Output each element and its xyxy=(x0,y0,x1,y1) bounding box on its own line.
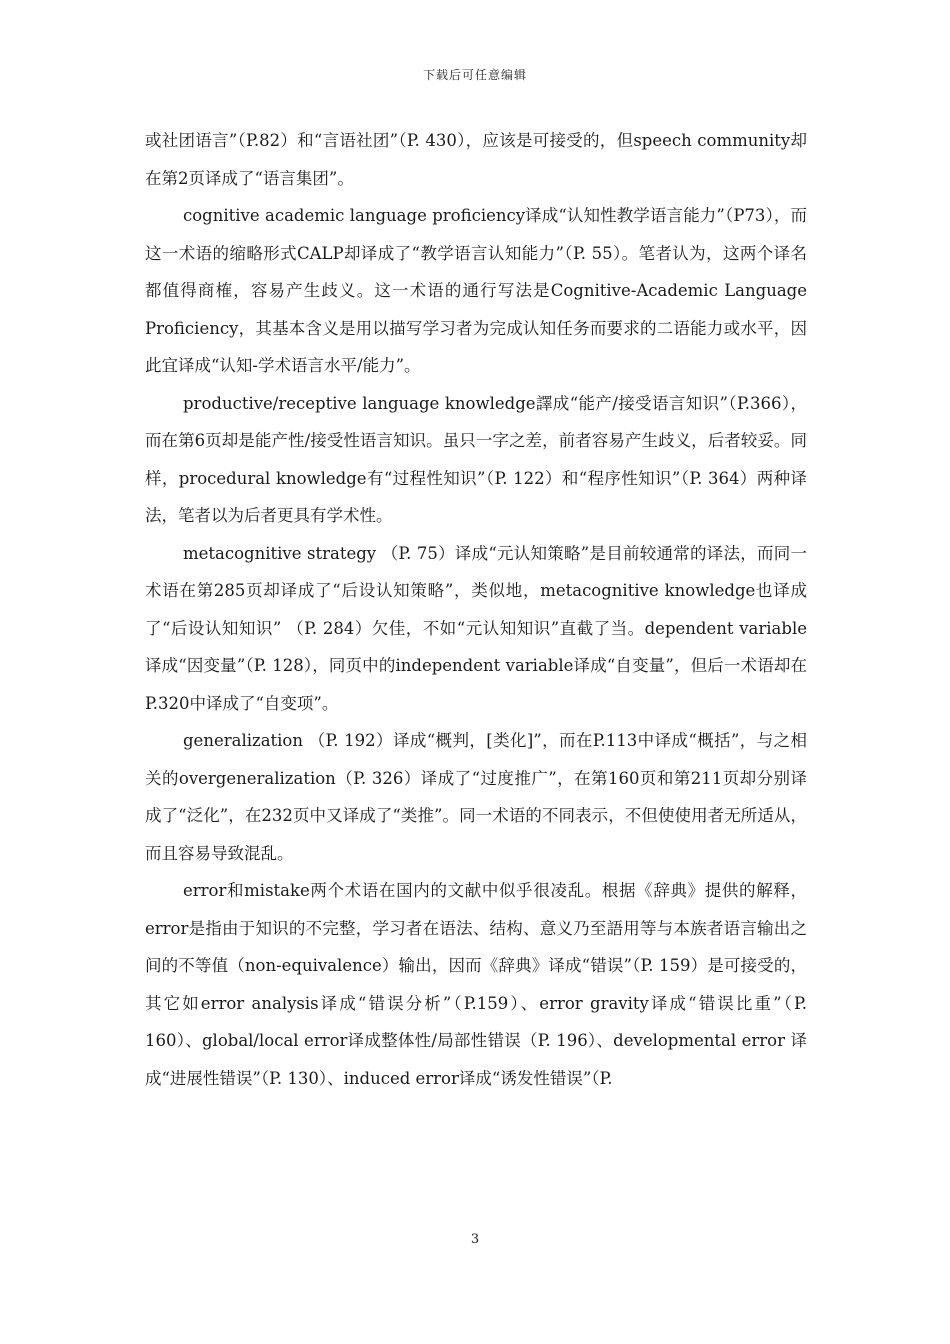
paragraph: cognitive academic language proficiency译成“认知性教学语言能力”（P73），而这一术语的缩略形式CALP却译成了“教学语言认知能力”（P. 55）。笔者认为，这两个译名都值得商榷，容易产生歧义。这一术语的通行写法是Cognitive-Academic Language Proficiency，其基本含义是用以描写学习者为完成认知任务而要求的二语能力或水平，因此宜译成“认知-学术语言水平/能力”。 xyxy=(145,206,807,375)
paragraph: 或社团语言”（P.82）和“言语社团”（P. 430），应该是可接受的，但speech community却在第2页译成了“语言集团”。 xyxy=(145,131,807,188)
page-number: 3 xyxy=(470,1232,480,1247)
paragraph: productive/receptive language knowledge譯成“能产/接受语言知识”（P.366），而在第6页却是能产性/接受性语言知识。虽只一字之差，前者容易产生歧义，后者较妥。同样，procedural knowledge有“过程性知识”（P. 122）和“程序性知识”（P. 364）两种译法，笔者以为后者更具有学术性。 xyxy=(145,393,807,525)
page-header: 下载后可任意编辑 xyxy=(422,68,527,82)
document-body xyxy=(145,122,807,1097)
paragraph: error和mistake两个术语在国内的文献中似乎很凌乱。根据《辞典》提供的解释，error是指由于知识的不完整，学习者在语法、结构、意义乃至語用等与本族者语言输出之间的不等值（non-equivalence）输出，因而《辞典》译成“错误”（P. 159）是可接受的，其它如error analysis译成“错误分析”（P.159）、error gravity译成“错误比重”（P. 160）、global/local error译成整体性/局部性错误（P. 196）、developmental error 译成“进展性错误”（P. 130）、induced error译成“诱发性错误”（P. xyxy=(145,881,807,1088)
paragraph: generalization （P. 192）译成“概判，[类化]”，而在P.113中译成“概括”，与之相关的overgeneralization（P. 326）译成了“过度推广”，在第160页和第211页却分别译成了“泛化”，在232页中又译成了“类推”。同一术语的不同表示，不但使使用者无所适从，而且容易导致混乱。 xyxy=(145,731,807,863)
paragraph: metacognitive strategy （P. 75）译成“元认知策略”是目前较通常的译法，而同一术语在第285页却译成了“后设认知策略”，类似地，metacognitive knowledge也译成了“后设认知知识” （P. 284）欠佳，不如“元认知知识”直截了当。dependent variable译成“因变量”（P. 128），同页中的independent variable译成“自变量”，但后一术语却在P.320中译成了“自变项”。 xyxy=(145,543,807,713)
